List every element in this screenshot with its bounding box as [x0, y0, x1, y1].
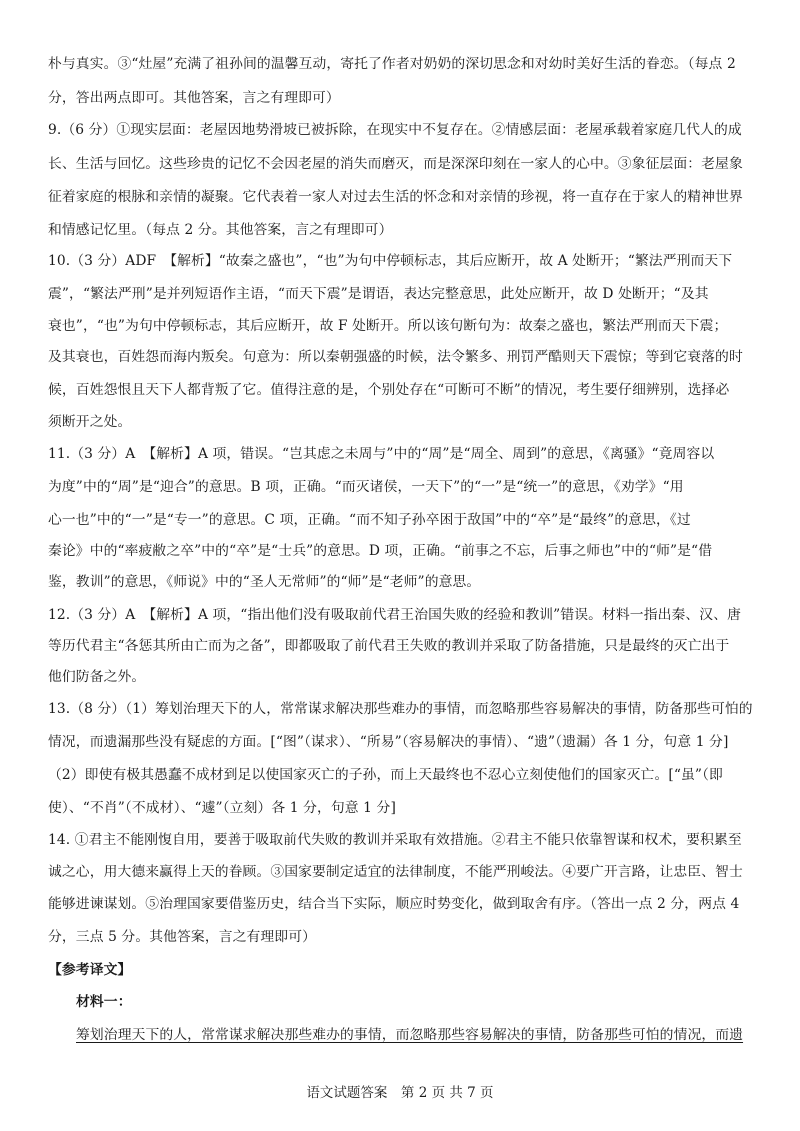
section-heading: 【参考译文】	[48, 962, 132, 978]
text-line: 朴与真实。③“灶屋”充满了祖孙间的温馨互动，寄托了作者对奶奶的深切思念和对幼时美好生活的眷恋。（每点 2	[48, 56, 736, 72]
text-line: 鉴，教训”的意思，《师说》中的“圣人无常师”的“师”是“老师”的意思。	[48, 574, 481, 590]
text-line: 13.（8 分）（1）筹划治理天下的人，常常谋求解决那些难办的事情，而忽略那些容易解决的事情，防备那些可怕的	[48, 701, 753, 717]
text-line: 10.（3 分）ADF 【解析】“故秦之盛也”，“也”为句中停顿标志，其后应断开，故 A 处断开；“繁法严刑而天下	[48, 253, 733, 269]
text-line: 长、生活与回忆。这些珍贵的记忆不会因老屋的消失而磨灭，而是深深印刻在一家人的心中。③象征层面：老屋象	[48, 156, 743, 172]
text-line: 及其衰也，百姓怨而海内叛矣。句意为：所以秦朝强盛的时候，法令繁多、刑罚严酷则天下震惊；等到它衰落的时	[48, 349, 743, 365]
text-line: 须断开之处。	[48, 414, 132, 430]
text-line: 情况，而遗漏那些没有疑虑的方面。[“图”（谋求）、“所易”（容易解决的事情）、“遗”（遗漏）各 1 分，句意 1 分]	[48, 734, 729, 750]
text-line: 震”，“繁法严刑”是并列短语作主语，“而天下震”是谓语，表达完整意思，此处应断开，故 D 处断开；“及其	[48, 286, 709, 302]
text-line: 候，百姓怨恨且天下人都背叛了它。值得注意的是，个别处存在“可断可不断”的情况，考生要仔细辨别，选择必	[48, 382, 730, 398]
text-line: 秦论》中的“率疲敝之卒”中的“卒”是“士兵”的意思。D 项，正确。“前事之不忘，后事之师也”中的“师”是“借	[48, 543, 713, 559]
text-line: 分，答出两点即可。其他答案，言之有理即可）	[48, 90, 340, 106]
material-label: 材料一：	[76, 994, 132, 1010]
text-line: 能够进谏谋划。⑤治理国家要借鉴历史，结合当下实际，顺应时势变化，做到取舍有序。（答出一点 2 分，两点 4	[48, 896, 740, 912]
text-line: 征着家庭的根脉和亲情的凝聚。它代表着一家人对过去生活的怀念和对亲情的珍视，将一直存在于家人的精神世界	[48, 189, 743, 205]
text-line: 使）、“不肖”（不成材）、“遽”（立刻）各 1 分，句意 1 分]	[48, 800, 396, 816]
text-line: 衰也”，“也”为句中停顿标志，其后应断开，故 F 处断开。所以该句断句为：故秦之盛也，繁法严刑而天下震；	[48, 318, 728, 334]
text-line: （2）即使有极其愚蠢不成材到足以使国家灭亡的子孙，而上天最终也不忍心立刻使他们的国家灭亡。[“虽”（即	[48, 767, 723, 783]
text-line: 9.（6 分）①现实层面：老屋因地势滑坡已被拆除，在现实中不复存在。②情感层面：老屋承载着家庭几代人的成	[48, 122, 742, 138]
text-line: 等历代君主“各惩其所由亡而为之备”，即都吸取了前代君王失败的教训并采取了防备措施，只是最终的灭亡出于	[48, 638, 730, 654]
text-line: 11.（3 分）A 【解析】A 项，错误。“岂其虑之未周与”中的“周”是“周全、周到”的意思，《离骚》“竟周容以	[48, 446, 715, 462]
text-line: 他们防备之外。	[48, 669, 146, 685]
text-line: 诚之心，用大德来赢得上天的眷顾。③国家要制定适宜的法律制度，不能严刑峻法。④要广开言路，让忠臣、智士	[48, 864, 743, 880]
translation-line: 筹划治理天下的人，常常谋求解决那些难办的事情，而忽略那些容易解决的事情，防备那些可怕的情况，而遗	[76, 1027, 744, 1043]
text-line: 12.（3 分）A 【解析】A 项，“指出他们没有吸取前代君王治国失败的经验和教训”错误。材料一指出秦、汉、唐	[48, 607, 741, 623]
text-line: 14. ①君主不能刚愎自用，要善于吸取前代失败的教训并采取有效措施。②君主不能只依靠智谋和权术，要积累至	[48, 832, 742, 848]
text-line: 心一也”中的“一”是“专一”的意思。C 项，正确。“而不知子孙卒困于敌国”中的“卒”是“最终”的意思，《过	[48, 512, 691, 528]
text-line: 分，三点 5 分。其他答案，言之有理即可）	[48, 929, 316, 945]
text-line: 和情感记忆里。（每点 2 分。其他答案，言之有理即可）	[48, 222, 393, 238]
text-line: 为度”中的“周”是“迎合”的意思。B 项，正确。“而灭诸侯，一天下”的“一”是“统一”的意思，《劝学》“用	[48, 479, 684, 495]
page-footer: 语文试题答案 第 2 页 共 7 页	[306, 1085, 494, 1101]
